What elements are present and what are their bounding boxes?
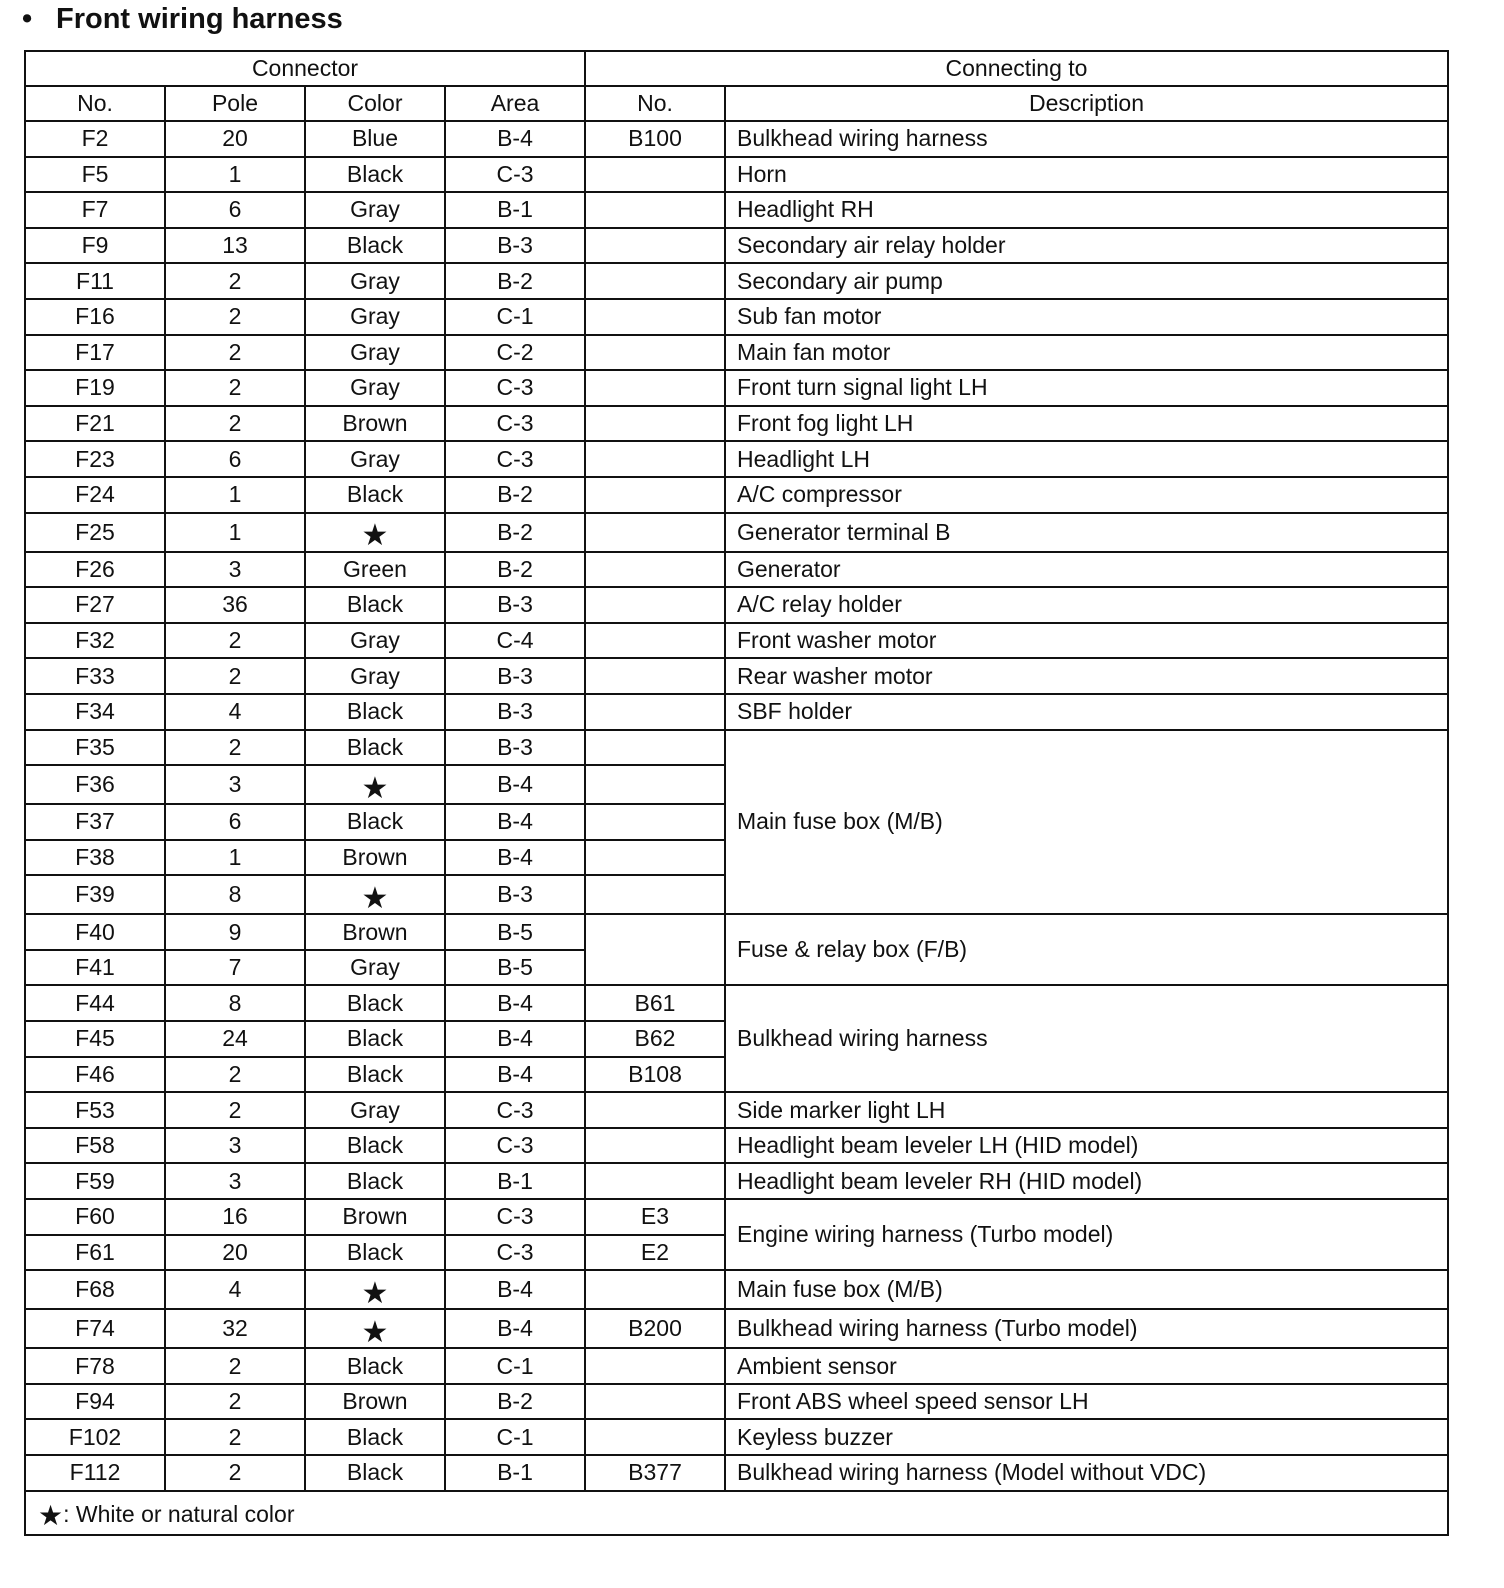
connecting-to-no: B200	[585, 1309, 725, 1348]
connector-pole: 2	[165, 1419, 305, 1455]
connector-pole: 2	[165, 406, 305, 442]
column-header-pole: Pole	[165, 86, 305, 121]
connector-color: Black	[305, 587, 445, 623]
connector-pole: 2	[165, 1092, 305, 1128]
connector-no: F7	[25, 192, 165, 228]
table-row	[25, 513, 1448, 552]
connecting-to-description: Secondary air relay holder	[725, 228, 1448, 264]
connector-area: C-3	[445, 157, 585, 193]
connector-pole: 20	[165, 1235, 305, 1271]
connector-area: C-3	[445, 1128, 585, 1164]
star-icon: ★	[38, 1499, 64, 1531]
connecting-to-no: B100	[585, 121, 725, 157]
star-icon: ★	[361, 519, 389, 552]
table-row	[25, 985, 1448, 1021]
connecting-to-no	[585, 1270, 725, 1309]
connector-no: F16	[25, 299, 165, 335]
connector-color: Gray	[305, 192, 445, 228]
connector-no: F41	[25, 950, 165, 986]
connector-color: Black	[305, 1348, 445, 1384]
connecting-to-description: Secondary air pump	[725, 263, 1448, 299]
connector-no: F2	[25, 121, 165, 157]
connector-no: F25	[25, 513, 165, 552]
connector-no: F112	[25, 1455, 165, 1491]
connecting-to-description: A/C relay holder	[725, 587, 1448, 623]
connector-no: F74	[25, 1309, 165, 1348]
table-row	[25, 694, 1448, 730]
connector-pole: 3	[165, 1163, 305, 1199]
connector-pole: 2	[165, 299, 305, 335]
connector-area: C-3	[445, 406, 585, 442]
connector-pole: 8	[165, 875, 305, 914]
connecting-to-group-header: Connecting to	[585, 51, 1448, 86]
connector-no: F33	[25, 658, 165, 694]
connecting-to-description: Sub fan motor	[725, 299, 1448, 335]
table-row	[25, 1270, 1448, 1309]
table-row	[25, 1455, 1448, 1491]
connector-area: B-2	[445, 513, 585, 552]
connector-no: F37	[25, 804, 165, 840]
connecting-to-description: Bulkhead wiring harness	[725, 985, 1448, 1092]
table-row	[25, 587, 1448, 623]
connecting-to-no	[585, 335, 725, 371]
connector-no: F26	[25, 552, 165, 588]
connector-area: C-3	[445, 1092, 585, 1128]
connector-pole: 36	[165, 587, 305, 623]
connecting-to-no	[585, 477, 725, 513]
connecting-to-description: Headlight RH	[725, 192, 1448, 228]
connecting-to-description: Side marker light LH	[725, 1092, 1448, 1128]
connector-color: Black	[305, 1021, 445, 1057]
connecting-to-no: B62	[585, 1021, 725, 1057]
connector-color: Blue	[305, 121, 445, 157]
connecting-to-description: Front washer motor	[725, 623, 1448, 659]
connector-pole: 2	[165, 730, 305, 766]
connecting-to-description: Bulkhead wiring harness (Turbo model)	[725, 1309, 1448, 1348]
connector-no: F46	[25, 1057, 165, 1093]
connector-pole: 2	[165, 1384, 305, 1420]
connecting-to-no: B377	[585, 1455, 725, 1491]
connector-area: B-4	[445, 1309, 585, 1348]
connector-pole: 6	[165, 192, 305, 228]
connector-no: F60	[25, 1199, 165, 1235]
connector-area: B-5	[445, 950, 585, 986]
connector-color	[305, 513, 445, 552]
wiring-harness-table	[24, 50, 1449, 1536]
connector-no: F36	[25, 765, 165, 804]
connector-no: F44	[25, 985, 165, 1021]
table-row	[25, 914, 1448, 950]
connector-color	[305, 875, 445, 914]
connector-no: F32	[25, 623, 165, 659]
table-row	[25, 1199, 1448, 1235]
column-header-area: Area	[445, 86, 585, 121]
connecting-to-description: Engine wiring harness (Turbo model)	[725, 1199, 1448, 1270]
table-row	[25, 121, 1448, 157]
connector-area: B-1	[445, 1163, 585, 1199]
table-row	[25, 1309, 1448, 1348]
connector-area: B-3	[445, 658, 585, 694]
connector-no: F39	[25, 875, 165, 914]
connector-pole: 2	[165, 1455, 305, 1491]
column-header-no: No.	[25, 86, 165, 121]
connecting-to-description: Generator terminal B	[725, 513, 1448, 552]
connector-color: Brown	[305, 1384, 445, 1420]
connector-pole: 7	[165, 950, 305, 986]
footnote-text: : White or natural color	[63, 1500, 295, 1527]
connector-area: B-1	[445, 192, 585, 228]
star-icon: ★	[361, 1315, 389, 1349]
connector-no: F5	[25, 157, 165, 193]
connecting-to-no	[585, 840, 725, 876]
connector-color: Gray	[305, 1092, 445, 1128]
table-row	[25, 299, 1448, 335]
connector-no: F94	[25, 1384, 165, 1420]
connector-color: Gray	[305, 950, 445, 986]
connector-pole: 13	[165, 228, 305, 264]
table-row	[25, 228, 1448, 264]
connecting-to-description: Ambient sensor	[725, 1348, 1448, 1384]
footnote	[25, 1491, 1448, 1535]
connector-no: F59	[25, 1163, 165, 1199]
connector-area: C-1	[445, 1348, 585, 1384]
connecting-to-no	[585, 658, 725, 694]
connector-area: C-1	[445, 1419, 585, 1455]
connecting-to-no	[585, 875, 725, 914]
connector-color	[305, 765, 445, 804]
connector-color: Black	[305, 1419, 445, 1455]
connecting-to-description: Front fog light LH	[725, 406, 1448, 442]
connecting-to-no: B108	[585, 1057, 725, 1093]
connector-pole: 2	[165, 1348, 305, 1384]
connector-area: C-4	[445, 623, 585, 659]
connector-color: Gray	[305, 335, 445, 371]
connector-area: B-4	[445, 765, 585, 804]
connector-pole: 4	[165, 1270, 305, 1309]
star-icon: ★	[361, 881, 389, 915]
connector-no: F27	[25, 587, 165, 623]
connector-color: Gray	[305, 263, 445, 299]
connector-color: Green	[305, 552, 445, 588]
table-row	[25, 552, 1448, 588]
connecting-to-no: E3	[585, 1199, 725, 1235]
connector-color: Gray	[305, 299, 445, 335]
connector-pole: 3	[165, 1128, 305, 1164]
connector-no: F61	[25, 1235, 165, 1271]
connecting-to-no	[585, 1348, 725, 1384]
connector-pole: 2	[165, 658, 305, 694]
connector-no: F40	[25, 914, 165, 950]
connector-area: C-3	[445, 441, 585, 477]
connecting-to-no	[585, 804, 725, 840]
table-row	[25, 1384, 1448, 1420]
connecting-to-no: B61	[585, 985, 725, 1021]
connecting-to-description: Bulkhead wiring harness	[725, 121, 1448, 157]
connector-pole: 2	[165, 1057, 305, 1093]
connector-area: B-2	[445, 477, 585, 513]
connector-area: B-2	[445, 1384, 585, 1420]
connector-area: B-4	[445, 1021, 585, 1057]
connecting-to-description: Bulkhead wiring harness (Model without VDC)	[725, 1455, 1448, 1491]
connector-no: F21	[25, 406, 165, 442]
connecting-to-no	[585, 694, 725, 730]
connector-pole: 2	[165, 623, 305, 659]
column-header-to-no: No.	[585, 86, 725, 121]
connecting-to-no	[585, 299, 725, 335]
connector-pole: 1	[165, 477, 305, 513]
connector-area: B-3	[445, 587, 585, 623]
connector-no: F23	[25, 441, 165, 477]
connector-color: Gray	[305, 658, 445, 694]
connector-area: B-4	[445, 804, 585, 840]
column-header-color: Color	[305, 86, 445, 121]
connecting-to-no	[585, 228, 725, 264]
connecting-to-description: Main fan motor	[725, 335, 1448, 371]
connector-area: B-2	[445, 263, 585, 299]
connecting-to-no	[585, 1163, 725, 1199]
connecting-to-description: Front ABS wheel speed sensor LH	[725, 1384, 1448, 1420]
connector-no: F58	[25, 1128, 165, 1164]
connecting-to-no	[585, 730, 725, 766]
connecting-to-description: Horn	[725, 157, 1448, 193]
connector-color: Black	[305, 477, 445, 513]
connector-pole: 6	[165, 804, 305, 840]
connector-color: Black	[305, 694, 445, 730]
connecting-to-description: Keyless buzzer	[725, 1419, 1448, 1455]
connector-color	[305, 1309, 445, 1348]
connecting-to-no	[585, 765, 725, 804]
connector-area: B-4	[445, 121, 585, 157]
connecting-to-no	[585, 1092, 725, 1128]
connector-no: F45	[25, 1021, 165, 1057]
column-header-description: Description	[725, 86, 1448, 121]
star-icon: ★	[361, 771, 389, 805]
table-row	[25, 658, 1448, 694]
connector-pole: 4	[165, 694, 305, 730]
table-row	[25, 1092, 1448, 1128]
connector-color: Brown	[305, 406, 445, 442]
connector-area: B-4	[445, 1270, 585, 1309]
connecting-to-description: Main fuse box (M/B)	[725, 1270, 1448, 1309]
table-row	[25, 406, 1448, 442]
connecting-to-no	[585, 1384, 725, 1420]
connector-pole: 16	[165, 1199, 305, 1235]
connector-pole: 3	[165, 765, 305, 804]
connector-pole: 8	[165, 985, 305, 1021]
connecting-to-no	[585, 441, 725, 477]
table-row	[25, 730, 1448, 766]
connector-no: F11	[25, 263, 165, 299]
connector-pole: 2	[165, 335, 305, 371]
connecting-to-description: Rear washer motor	[725, 658, 1448, 694]
table-body	[25, 121, 1448, 1491]
connecting-to-description: Generator	[725, 552, 1448, 588]
connecting-to-no	[585, 587, 725, 623]
connector-color: Brown	[305, 914, 445, 950]
connecting-to-no	[585, 513, 725, 552]
connecting-to-description: Front turn signal light LH	[725, 370, 1448, 406]
connecting-to-description: Main fuse box (M/B)	[725, 730, 1448, 915]
connector-color: Black	[305, 1235, 445, 1271]
connector-area: C-3	[445, 370, 585, 406]
connector-no: F68	[25, 1270, 165, 1309]
table-row	[25, 157, 1448, 193]
connector-no: F38	[25, 840, 165, 876]
connector-pole: 2	[165, 370, 305, 406]
connector-no: F9	[25, 228, 165, 264]
table-row	[25, 192, 1448, 228]
connector-pole: 20	[165, 121, 305, 157]
table-row	[25, 1163, 1448, 1199]
connector-area: B-3	[445, 875, 585, 914]
connector-pole: 9	[165, 914, 305, 950]
connecting-to-no: E2	[585, 1235, 725, 1271]
connector-color: Gray	[305, 623, 445, 659]
connector-pole: 1	[165, 157, 305, 193]
table-row	[25, 1348, 1448, 1384]
connector-color: Brown	[305, 1199, 445, 1235]
connector-area: C-3	[445, 1235, 585, 1271]
connecting-to-no	[585, 370, 725, 406]
connector-no: F24	[25, 477, 165, 513]
connecting-to-description: Headlight beam leveler RH (HID model)	[725, 1163, 1448, 1199]
connecting-to-no	[585, 914, 725, 985]
connector-no: F34	[25, 694, 165, 730]
heading-title: Front wiring harness	[56, 3, 343, 35]
connecting-to-no	[585, 406, 725, 442]
connector-pole: 3	[165, 552, 305, 588]
section-heading	[22, 0, 343, 38]
connecting-to-description: SBF holder	[725, 694, 1448, 730]
connector-color: Black	[305, 1128, 445, 1164]
connector-area: B-4	[445, 840, 585, 876]
connector-pole: 2	[165, 263, 305, 299]
connector-no: F35	[25, 730, 165, 766]
connecting-to-no	[585, 157, 725, 193]
heading-bullet: •	[22, 3, 33, 35]
connector-area: B-3	[445, 730, 585, 766]
connector-area: B-4	[445, 1057, 585, 1093]
connector-color: Black	[305, 804, 445, 840]
table-row	[25, 1128, 1448, 1164]
connector-area: B-2	[445, 552, 585, 588]
connector-color: Black	[305, 228, 445, 264]
connecting-to-description: A/C compressor	[725, 477, 1448, 513]
connector-no: F102	[25, 1419, 165, 1455]
connector-pole: 1	[165, 513, 305, 552]
connector-area: B-1	[445, 1455, 585, 1491]
connector-pole: 24	[165, 1021, 305, 1057]
table-row	[25, 623, 1448, 659]
connecting-to-no	[585, 552, 725, 588]
connector-color: Brown	[305, 840, 445, 876]
connecting-to-no	[585, 263, 725, 299]
connector-area: C-1	[445, 299, 585, 335]
connector-color: Gray	[305, 370, 445, 406]
connector-color: Black	[305, 157, 445, 193]
connector-color: Black	[305, 730, 445, 766]
connecting-to-description: Headlight LH	[725, 441, 1448, 477]
connecting-to-no	[585, 1128, 725, 1164]
connector-no: F17	[25, 335, 165, 371]
table-row	[25, 1419, 1448, 1455]
connector-no: F53	[25, 1092, 165, 1128]
connector-color: Black	[305, 1057, 445, 1093]
connector-area: B-3	[445, 694, 585, 730]
connector-color	[305, 1270, 445, 1309]
connector-area: B-4	[445, 985, 585, 1021]
connector-pole: 6	[165, 441, 305, 477]
table-row	[25, 370, 1448, 406]
connector-no: F78	[25, 1348, 165, 1384]
connector-no: F19	[25, 370, 165, 406]
connecting-to-no	[585, 1419, 725, 1455]
connector-area: C-3	[445, 1199, 585, 1235]
connecting-to-no	[585, 192, 725, 228]
connector-area: C-2	[445, 335, 585, 371]
connecting-to-description: Fuse & relay box (F/B)	[725, 914, 1448, 985]
connector-color: Gray	[305, 441, 445, 477]
table-row	[25, 263, 1448, 299]
table-row	[25, 335, 1448, 371]
table-row	[25, 477, 1448, 513]
connecting-to-description: Headlight beam leveler LH (HID model)	[725, 1128, 1448, 1164]
star-icon: ★	[361, 1276, 389, 1310]
connector-pole: 32	[165, 1309, 305, 1348]
connecting-to-no	[585, 623, 725, 659]
connector-area: B-5	[445, 914, 585, 950]
connector-color: Black	[305, 1455, 445, 1491]
table-row	[25, 441, 1448, 477]
connector-group-header: Connector	[25, 51, 585, 86]
connector-color: Black	[305, 1163, 445, 1199]
connector-area: B-3	[445, 228, 585, 264]
connector-color: Black	[305, 985, 445, 1021]
connector-pole: 1	[165, 840, 305, 876]
